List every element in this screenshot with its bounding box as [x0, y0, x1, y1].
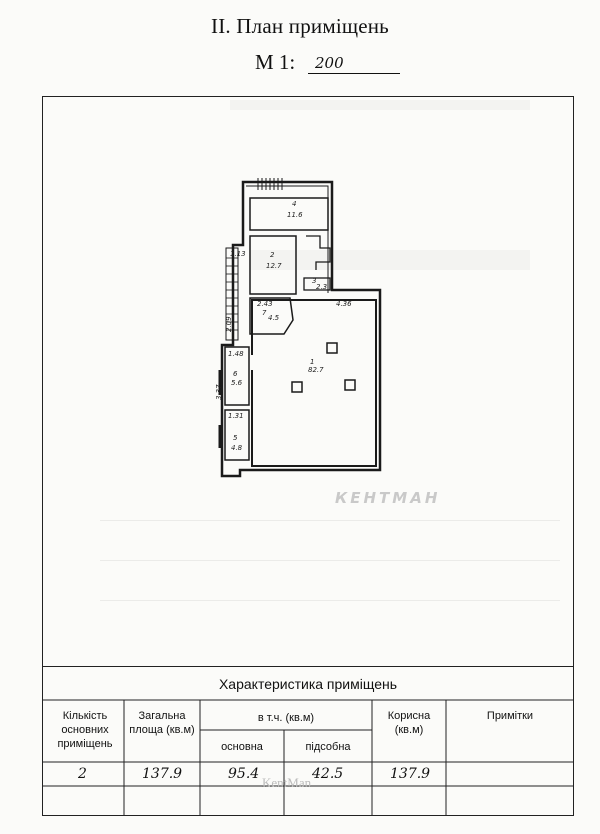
- dim-4: 1.48: [228, 350, 244, 358]
- dim-7: 2.09: [225, 316, 233, 332]
- dim-3: 4.36: [336, 300, 352, 308]
- watermark: КЕНТМАН: [335, 489, 441, 507]
- room-3-area: 2.3: [316, 283, 328, 291]
- header-useful: Корисна (кв.м): [387, 710, 431, 736]
- value-total-area: 137.9: [142, 766, 183, 782]
- room-2-area: 12.7: [266, 262, 282, 270]
- room-6-number: 6: [233, 370, 238, 378]
- dim-1: 2.43: [257, 300, 273, 308]
- room-3-number: 3: [312, 277, 317, 285]
- value-main: 95.4: [228, 766, 260, 782]
- dim-6: 3.37: [215, 384, 223, 400]
- room-7-area: 4.5: [268, 314, 280, 322]
- scale-label: М 1:: [255, 50, 296, 74]
- value-count: 2: [78, 766, 87, 782]
- room-5-area: 4.8: [231, 444, 243, 452]
- header-including: в т.ч. (кв.м): [257, 712, 315, 724]
- room-1-number: 1: [310, 358, 315, 366]
- table-title: Характеристика приміщень: [218, 676, 398, 692]
- room-1-area: 82.7: [308, 366, 324, 374]
- room-4-number: 4: [292, 200, 297, 208]
- dim-2: 1.13: [230, 250, 246, 258]
- header-notes: Примітки: [486, 710, 534, 722]
- header-count: Кількість основних приміщень: [57, 710, 113, 750]
- value-aux: 42.5: [312, 766, 344, 782]
- room-5-number: 5: [233, 434, 238, 442]
- dim-5: 1.31: [228, 412, 244, 420]
- header-main: основна: [221, 741, 263, 753]
- room-7-number: 7: [262, 309, 267, 317]
- room-6-area: 5.6: [231, 379, 243, 387]
- room-4-area: 11.6: [287, 211, 303, 219]
- header-aux: підсобна: [305, 741, 351, 753]
- page-title: II. План приміщень: [211, 14, 389, 38]
- scale-value: 200: [315, 54, 344, 72]
- room-2-number: 2: [270, 251, 275, 259]
- value-useful: 137.9: [390, 766, 431, 782]
- header-total-area: Загальна площа (кв.м): [129, 710, 195, 736]
- small-watermark: KentMan: [262, 775, 312, 790]
